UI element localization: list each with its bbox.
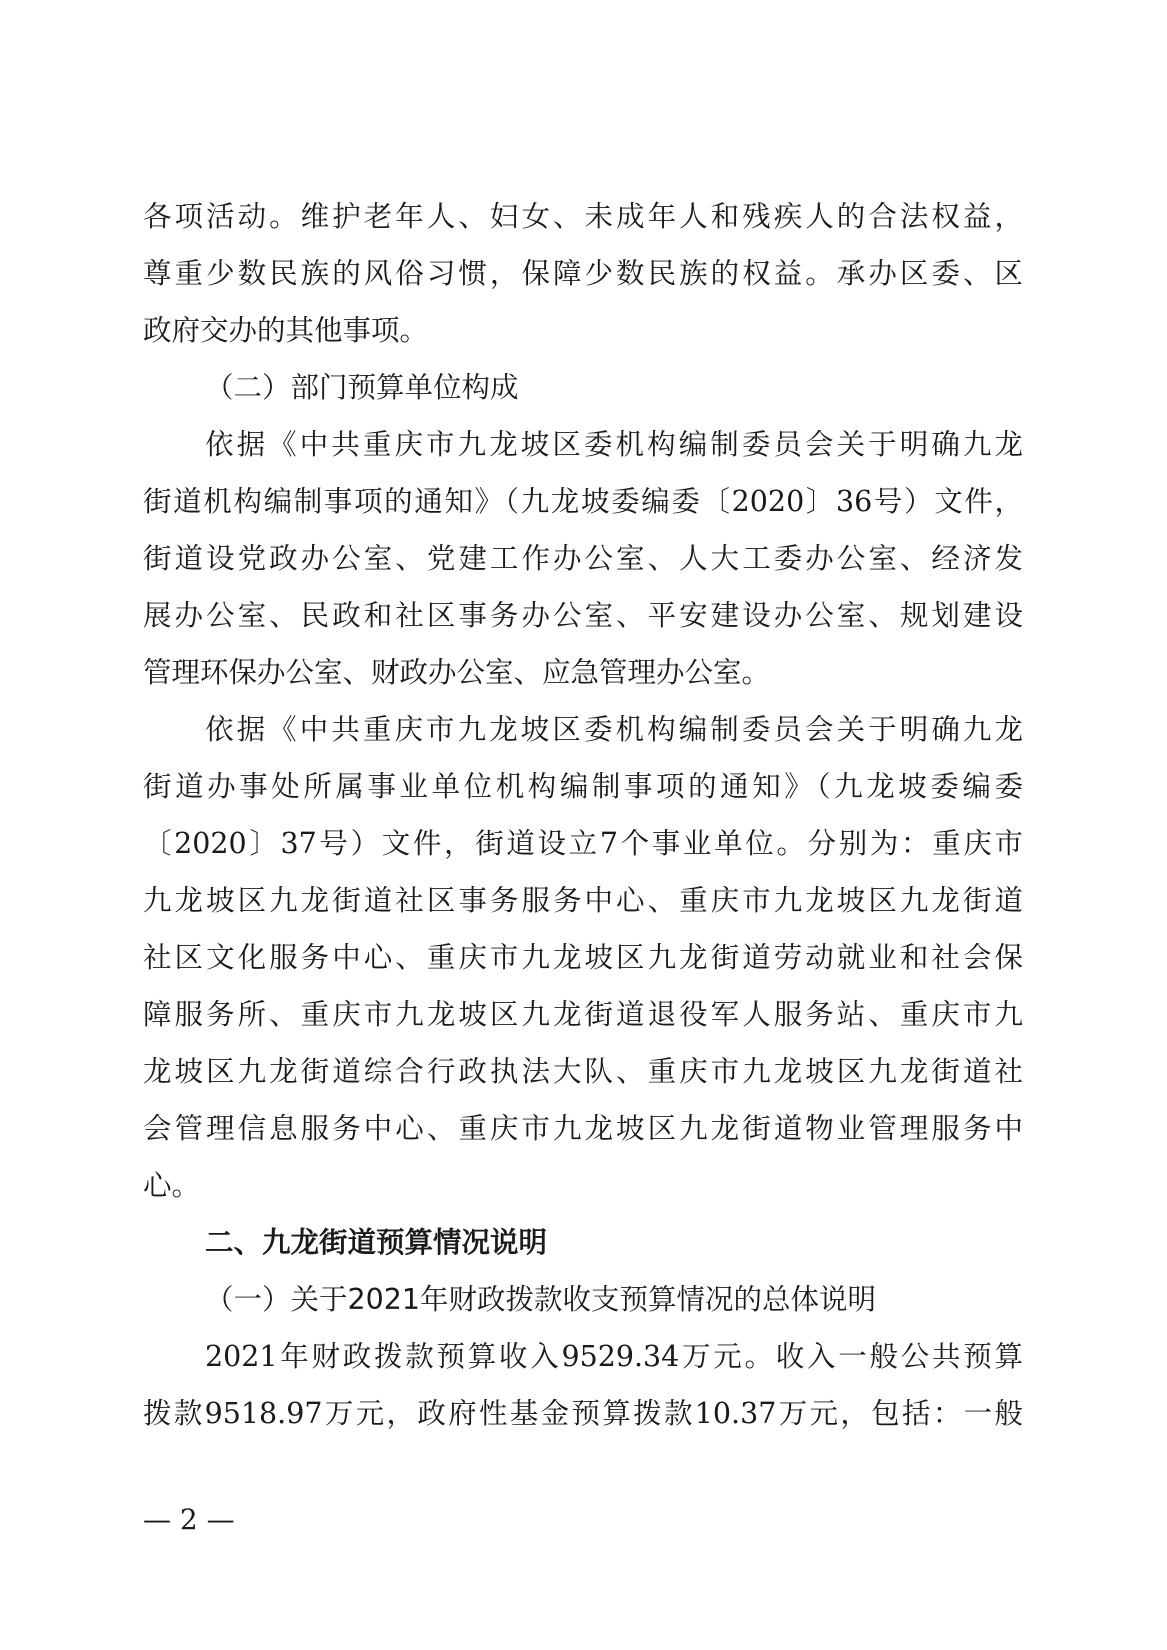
paragraph-line: 依据《中共重庆市九龙坡区委机构编制委员会关于明确九龙 bbox=[205, 428, 1023, 461]
paragraph-line: 〔2020〕37号）文件，街道设立7个事业单位。分别为：重庆市 bbox=[143, 827, 1023, 860]
paragraph-line: 各项活动。维护老年人、妇女、未成年人和残疾人的合法权益， bbox=[143, 200, 1023, 233]
page-number: — 2 — bbox=[143, 1503, 235, 1536]
paragraph-line: 政府交办的其他事项。 bbox=[143, 314, 429, 347]
paragraph-line: 街道设党政办公室、党建工作办公室、人大工委办公室、经济发 bbox=[143, 542, 1023, 575]
paragraph-line: 尊重少数民族的风俗习惯，保障少数民族的权益。承办区委、区 bbox=[143, 257, 1023, 290]
paragraph-line: 依据《中共重庆市九龙坡区委机构编制委员会关于明确九龙 bbox=[205, 713, 1023, 746]
section-heading: 二、九龙街道预算情况说明 bbox=[205, 1226, 548, 1259]
paragraph-line: 会管理信息服务中心、重庆市九龙坡区九龙街道物业管理服务中 bbox=[143, 1112, 1023, 1145]
paragraph-line: 2021年财政拨款预算收入9529.34万元。收入一般公共预算 bbox=[205, 1340, 1023, 1373]
section-subheading: （一）关于2021年财政拨款收支预算情况的总体说明 bbox=[205, 1283, 877, 1316]
paragraph-line: 龙坡区九龙街道综合行政执法大队、重庆市九龙坡区九龙街道社 bbox=[143, 1055, 1023, 1088]
paragraph-line: 障服务所、重庆市九龙坡区九龙街道退役军人服务站、重庆市九 bbox=[143, 998, 1023, 1031]
paragraph-line: 拨款9518.97万元，政府性基金预算拨款10.37万元，包括：一般 bbox=[143, 1397, 1023, 1430]
paragraph-line: 社区文化服务中心、重庆市九龙坡区九龙街道劳动就业和社会保 bbox=[143, 941, 1023, 974]
section-subheading: （二）部门预算单位构成 bbox=[205, 371, 519, 404]
paragraph-line: 街道机构编制事项的通知》（九龙坡委编委〔2020〕36号）文件， bbox=[143, 485, 1023, 518]
paragraph-line: 心。 bbox=[143, 1169, 201, 1202]
paragraph-line: 九龙坡区九龙街道社区事务服务中心、重庆市九龙坡区九龙街道 bbox=[143, 884, 1023, 917]
paragraph-line: 管理环保办公室、财政办公室、应急管理办公室。 bbox=[143, 656, 771, 689]
paragraph-line: 展办公室、民政和社区事务办公室、平安建设办公室、规划建设 bbox=[143, 599, 1023, 632]
paragraph-line: 街道办事处所属事业单位机构编制事项的通知》（九龙坡委编委 bbox=[143, 770, 1023, 803]
